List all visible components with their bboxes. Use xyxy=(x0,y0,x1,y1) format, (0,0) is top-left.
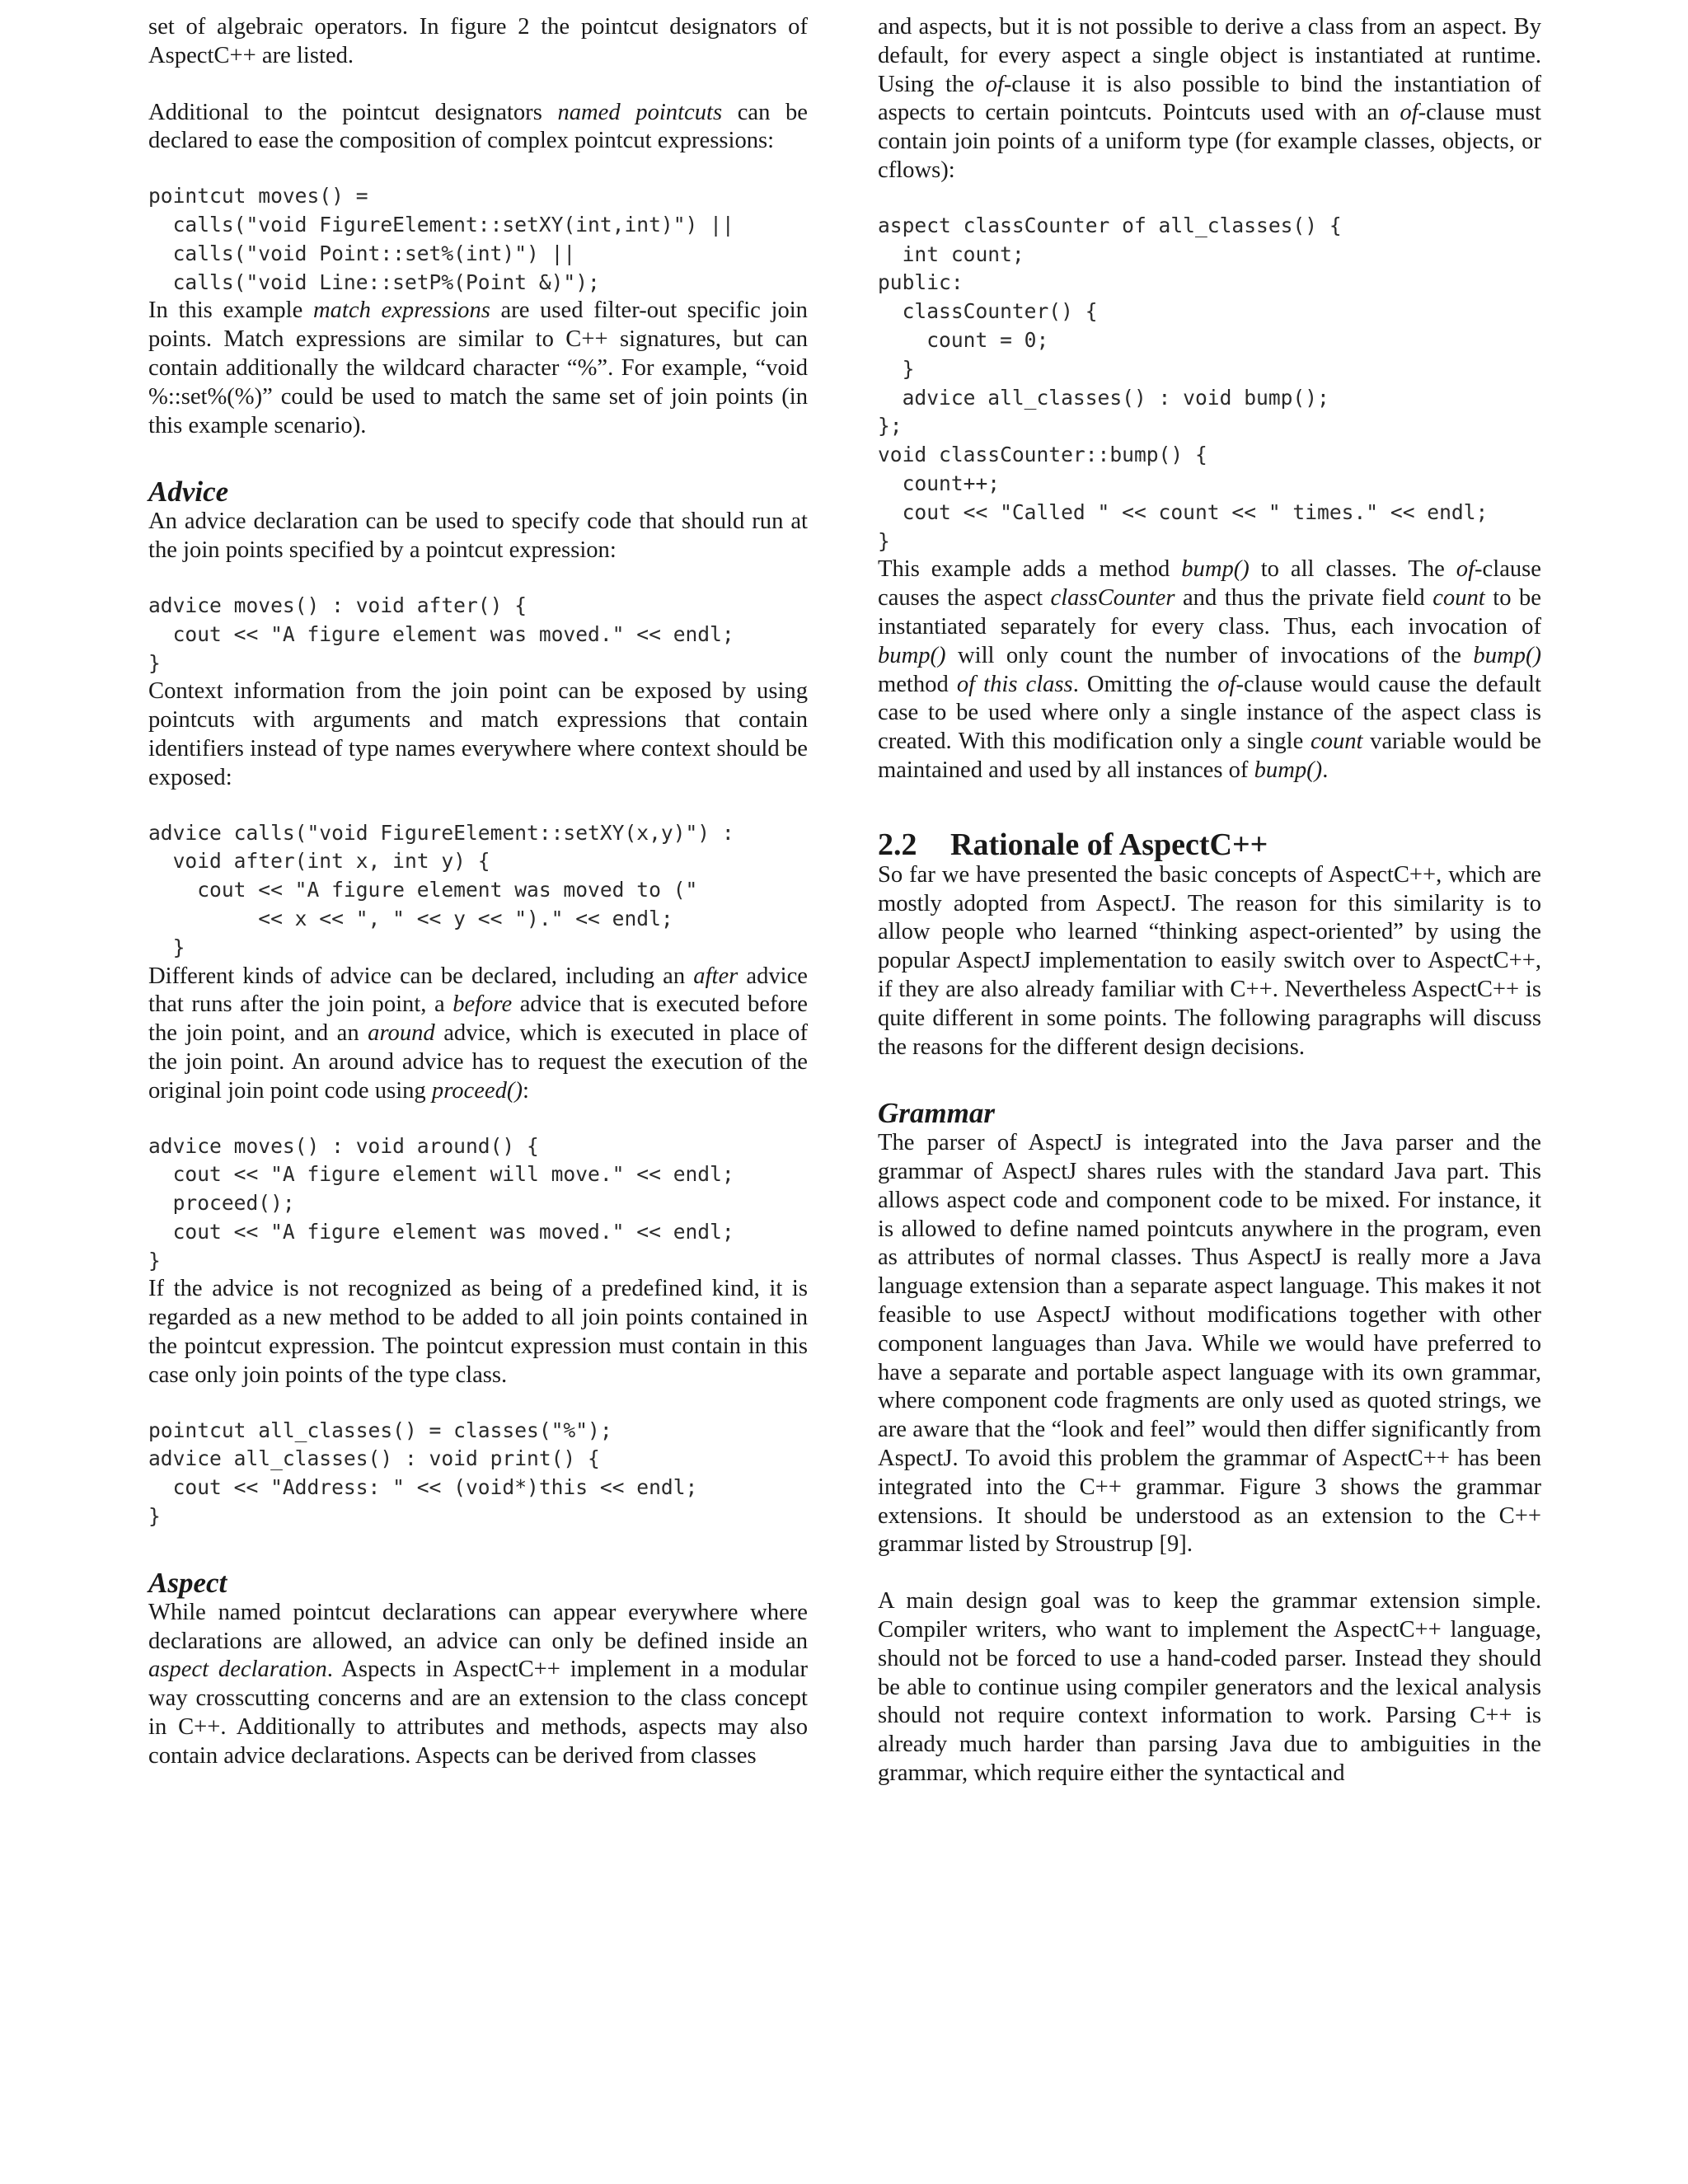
paragraph: The parser of AspectJ is integrated into the Java parser and the grammar of AspectJ shares rules with the standard Java part. This allows aspect code and component code to be mixed. For instance, it is allowed to define named pointcuts anywhere in the program, even as attributes of normal classes. Thus AspectJ is really more a Java language extension than a separate aspect language. This makes it not feasible to use AspectJ without modifications together with other component languages than Java. While we would have preferred to have a separate and portable aspect language with its own grammar, where component code fragments are only used as quoted strings, we are aware that the “look and feel” would then differ significantly from AspectJ. To avoid this problem the grammar of AspectC++ has been integrated into the C++ grammar. Figure 3 shows the grammar extensions. It should be understood as an extension to the C++ grammar listed by Stroustrup [9]. xyxy=(878,1130,1541,1558)
paragraph: An advice declaration can be used to specify code that should run at the join points specified by a pointcut expression: xyxy=(148,509,808,564)
section-heading xyxy=(878,828,1541,861)
section-number: 2.2 xyxy=(878,827,917,862)
subsection-heading-aspect: Aspect xyxy=(148,1566,227,1599)
subsection-heading-grammar: Grammar xyxy=(878,1097,995,1130)
paragraph: This example adds a method bump() to all classes. The of-clause causes the aspect classCounter and thus the private field count to be instantiated separately for every class. Thus, each invocation of bump() will only count the number of invocations of the bump() method of this class. Omitting the of-clause would cause the default case to be used where only a single instance of the aspect class is created. With this modification only a single count variable would be maintained and used by all instances of bump(). xyxy=(878,556,1542,783)
code-listing: pointcut all_classes() = classes("%"); advice all_classes() : void print() { cout << "Address: " << (void*)this << endl; } xyxy=(148,1418,698,1529)
paragraph: set of algebraic operators. In figure 2 the pointcut designators of AspectC++ are listed. xyxy=(148,14,808,68)
code-listing: advice calls("void FigureElement::setXY(x,y)") : void after(int x, int y) { cout << "A figure element was moved to (" << x << ", " << y << ")." << endl; } xyxy=(148,820,734,959)
section-title: Rationale of AspectC++ xyxy=(950,827,1268,862)
code-listing: advice moves() : void around() { cout << "A figure element will move." << endl; proceed(); cout << "A figure element was moved." << endl; } xyxy=(148,1133,734,1272)
paragraph: and aspects, but it is not possible to derive a class from an aspect. By default, for every aspect a single object is instantiated at runtime. Using the of-clause it is also possible to bind the instantiation of aspects to certain pointcuts. Pointcuts used with an of-clause must contain join points of a uniform type (for example classes, objects, or cflows): xyxy=(878,14,1541,183)
code-listing: pointcut moves() = calls("void FigureElement::setXY(int,int)") || calls("void Point::set%(int)") || calls("void Line::setP%(Point &)"); xyxy=(148,184,734,294)
paragraph: While named pointcut declarations can appear everywhere where declarations are allowed, an advice can only be defined inside an aspect declaration. Aspects in AspectC++ implement in a modular way crosscutting concerns and are an extension to the class concept in C++. Additionally to attributes and methods, aspects may also contain advice declarations. Aspects can be derived from classes xyxy=(148,1599,808,1769)
paragraph: If the advice is not recognized as being of a predefined kind, it is regarded as a new method to be added to all join points contained in the pointcut expression. The pointcut expression must contain in this case only join points of the type class. xyxy=(148,1276,808,1388)
subsection-heading-advice: Advice xyxy=(148,476,229,509)
paragraph: Additional to the pointcut designators named pointcuts can be declared to ease the composition of complex pointcut expressions: xyxy=(148,99,808,154)
paragraph: A main design goal was to keep the grammar extension simple. Compiler writers, who want to implement the AspectC++ language, should not be forced to use a hand-coded parser. Instead they should be able to continue using compiler generators and the lexical analysis should not require context information to work. Parsing C++ is already much harder than parsing Java due to ambiguities in the grammar, which require either the syntactical and xyxy=(878,1588,1541,1787)
code-listing: aspect classCounter of all_classes() { int count; public: classCounter() { count = 0; } advice all_classes() : void bump(); }; void classCounter::bump() { count++; cout << "Called " << count << " times." << endl; } xyxy=(878,213,1489,553)
code-listing: advice moves() : void after() { cout << "A figure element was moved." << endl; } xyxy=(148,593,734,675)
paragraph: Context information from the join point can be exposed by using pointcuts with arguments and match expressions that contain identifiers instead of type names everywhere where context should be exposed: xyxy=(148,678,808,790)
paragraph: So far we have presented the basic concepts of AspectC++, which are mostly adopted from AspectJ. The reason for this similarity is to allow people who learned “thinking aspect-oriented” by using the popular AspectJ implementation to easily switch over to AspectC++, if they are also already familiar with C++. Nevertheless AspectC++ is quite different in some points. The following paragraphs will discuss the reasons for the different design decisions. xyxy=(878,861,1541,1060)
paragraph: Different kinds of advice can be declared, including an after advice that runs after the join point, a before advice that is executed before the join point, and an around advice, which is executed in place of the join point. An around advice has to request the execution of the original join point code using proceed(): xyxy=(148,963,808,1104)
paragraph: In this example match expressions are used filter-out specific join points. Match expressions are similar to C++ signatures, but can contain additionally the wildcard character “%”. For example, “void %::set%(%)” could be used to match the same set of join points (in this example scenario). xyxy=(148,298,808,438)
right-column xyxy=(878,13,1541,1788)
left-column xyxy=(148,13,808,1771)
